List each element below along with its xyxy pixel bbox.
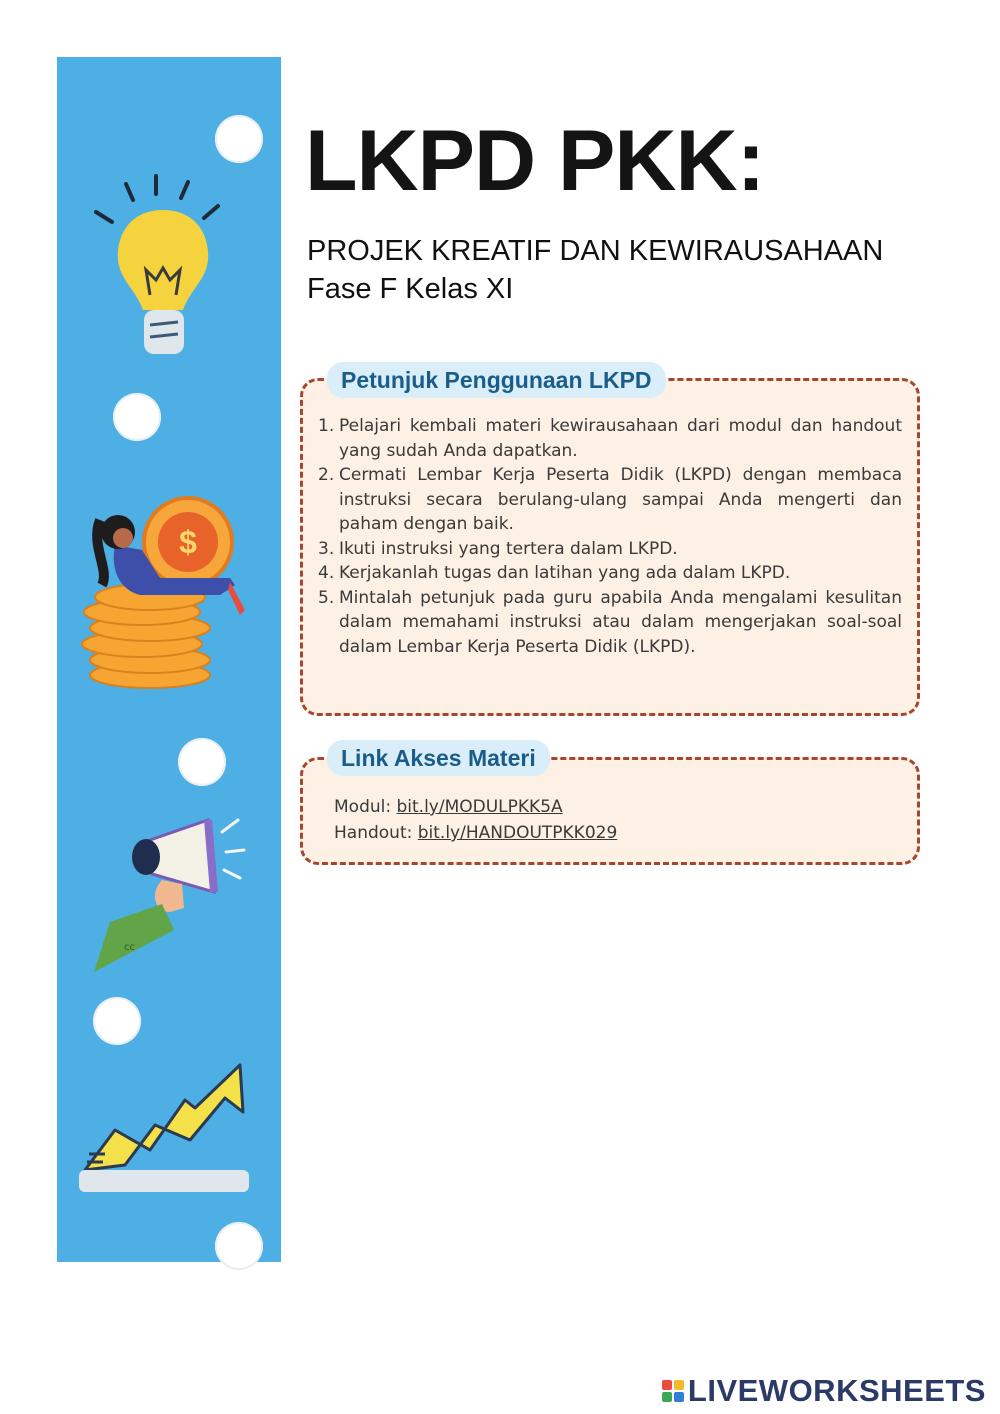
- coins-woman-illustration: [80, 490, 255, 690]
- growth-arrow-icon: [75, 1060, 255, 1200]
- liveworksheets-logo-icon: [662, 1380, 684, 1402]
- binder-hole: [215, 115, 263, 163]
- modul-link-row: [334, 794, 617, 820]
- list-item-number: 4.: [318, 563, 335, 583]
- handout-label: Handout:: [334, 823, 413, 843]
- svg-text:cc: cc: [124, 942, 135, 953]
- modul-link[interactable]: bit.ly/MODULPKK5A: [396, 797, 563, 817]
- list-item-text: Mintalah petunjuk pada guru apabila Anda mengalami kesulitan dalam memahami instruksi atau dalam mengerjakan soal-soal dalam Lembar Kerja Peserta Didik (LKPD).: [339, 587, 902, 657]
- page-subtitle: [307, 232, 883, 308]
- list-item: [318, 537, 902, 562]
- list-item-number: 2.: [318, 465, 335, 485]
- handout-link[interactable]: bit.ly/HANDOUTPKK029: [417, 823, 618, 843]
- list-item: [318, 586, 902, 660]
- list-item-number: 3.: [318, 538, 335, 559]
- instructions-list: [318, 414, 902, 659]
- megaphone-icon: [90, 812, 250, 977]
- lightbulb-icon: [88, 170, 238, 365]
- modul-label: Modul:: [334, 797, 392, 817]
- list-item-text: Cermati Lembar Kerja Peserta Didik (LKPD) dengan membaca instruksi secara berulang-ulang sampai Anda mengerti dan paham dengan baik.: [339, 465, 902, 534]
- brand-name: LIVEWORKSHEETS: [687, 1373, 986, 1408]
- links-heading: Link Akses Materi: [327, 740, 550, 776]
- list-item: [318, 561, 902, 586]
- binder-hole: [113, 393, 161, 441]
- binder-hole: [215, 1222, 263, 1270]
- subtitle-grade: Fase F Kelas XI: [307, 273, 514, 305]
- binder-hole: [93, 997, 141, 1045]
- list-item-text: Ikuti instruksi yang tertera dalam LKPD.: [339, 538, 678, 559]
- list-item-text: Kerjakanlah tugas dan latihan yang ada dalam LKPD.: [339, 563, 791, 583]
- list-item-number: 1.: [318, 416, 335, 436]
- list-item: [318, 463, 902, 537]
- list-item-text: Pelajari kembali materi kewirausahaan dari modul dan handout yang sudah Anda dapatkan.: [339, 416, 902, 461]
- subtitle-subject: PROJEK KREATIF DAN KEWIRAUSAHAAN: [307, 235, 884, 267]
- svg-text:$: $: [179, 524, 197, 560]
- binder-hole: [178, 738, 226, 786]
- liveworksheets-brand[interactable]: [662, 1373, 986, 1409]
- list-item-number: 5.: [318, 587, 335, 608]
- handout-link-row: [334, 820, 617, 846]
- instructions-heading: Petunjuk Penggunaan LKPD: [327, 362, 666, 398]
- list-item: [318, 414, 902, 463]
- links-list: [334, 794, 617, 846]
- page-title: LKPD PKK:: [305, 113, 765, 209]
